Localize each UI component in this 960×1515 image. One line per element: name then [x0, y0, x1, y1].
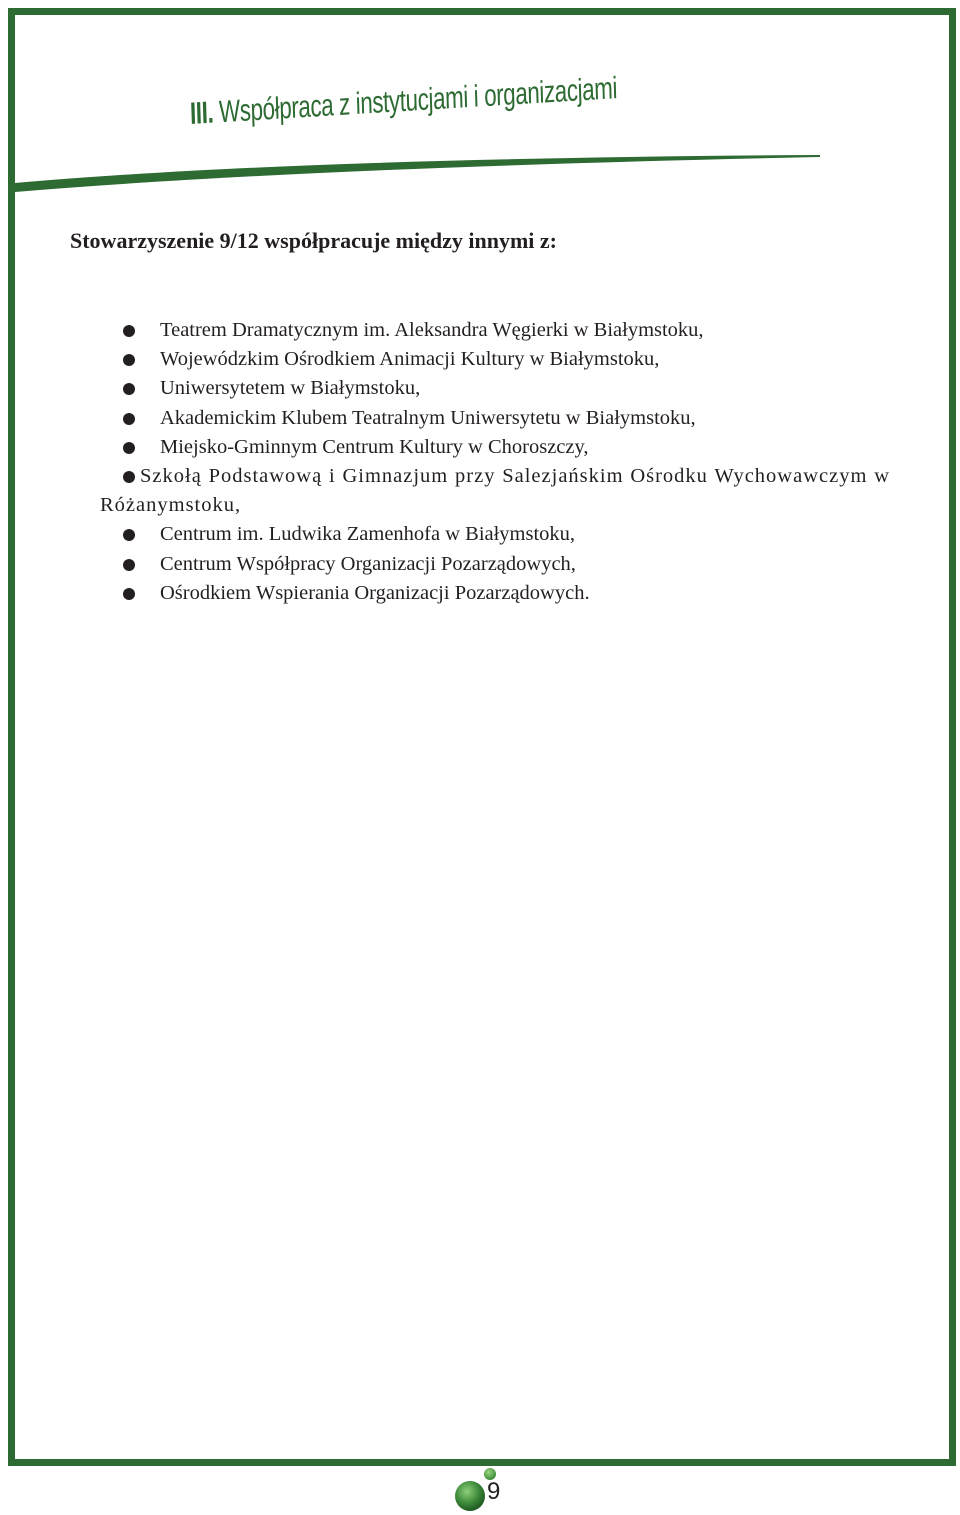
list-item: Akademickim Klubem Teatralnym Uniwersytetu w Białymstoku, [120, 404, 890, 433]
header-underline-swoosh [0, 140, 960, 210]
page-number: 9 [487, 1478, 501, 1505]
list-item: Uniwersytetem w Białymstoku, [120, 374, 890, 403]
list-item: Miejsko-Gminnym Centrum Kultury w Choroszczy, [120, 433, 890, 462]
bullet-icon [123, 442, 135, 454]
bullet-icon [123, 529, 135, 541]
green-orb-icon [452, 1466, 512, 1512]
partner-list [100, 316, 890, 608]
list-item: Szkołą Podstawową i Gimnazjum przy Salezjańskim Ośrodku Wychowawczym w Różanymstoku, [100, 465, 890, 517]
intro-text: Stowarzyszenie 9/12 współpracuje między innymi z: [70, 228, 557, 253]
bullet-icon [123, 471, 135, 483]
list-item: Teatrem Dramatycznym im. Aleksandra Węgierki w Białymstoku, [120, 316, 890, 345]
list-item: Centrum Współpracy Organizacji Pozarządowych, [120, 550, 890, 579]
bullet-icon [123, 588, 135, 600]
list-item: Wojewódzkim Ośrodkiem Animacji Kultury w Białymstoku, [120, 345, 890, 374]
list-item: Ośrodkiem Wspierania Organizacji Pozarządowych. [120, 579, 890, 608]
bullet-icon [123, 325, 135, 337]
section-number: III. [189, 94, 214, 131]
bullet-icon [123, 413, 135, 425]
list-item: Centrum im. Ludwika Zamenhofa w Białymstoku, [120, 520, 890, 549]
page-border [8, 8, 956, 1466]
bullet-icon [123, 354, 135, 366]
section-title: Współpraca z instytucjami i organizacjami [218, 70, 618, 130]
page-number-badge [452, 1466, 512, 1512]
bullet-icon [123, 383, 135, 395]
bullet-icon [123, 559, 135, 571]
